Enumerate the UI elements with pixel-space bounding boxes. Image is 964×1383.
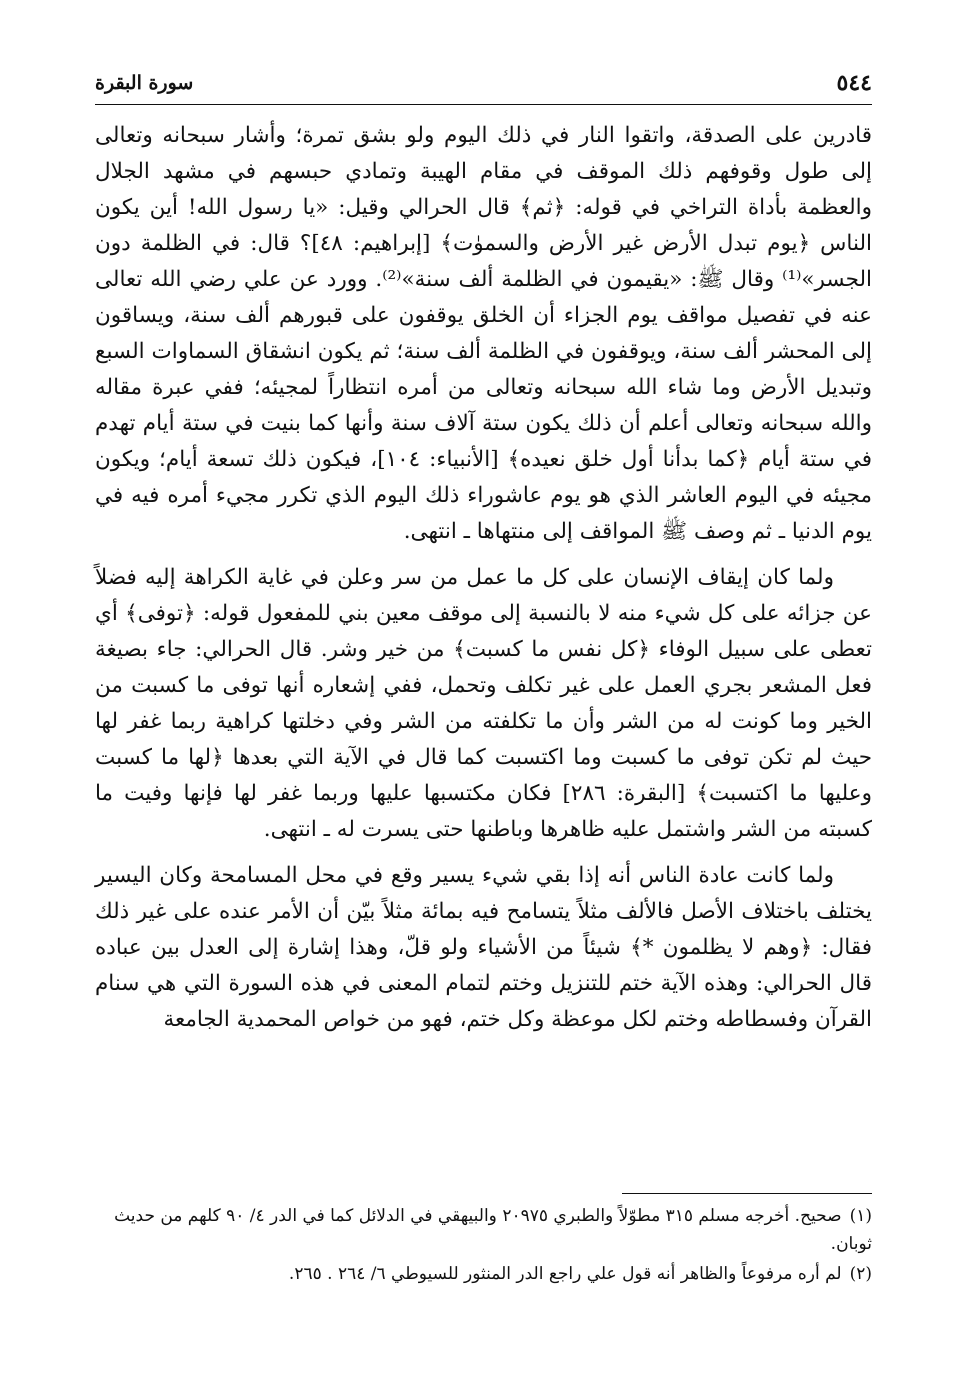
footnote-text: صحيح. أخرجه مسلم ٣١٥ مطوّلاً والطبري ٢٠٩٧٥ والبيهقي في الدلائل كما في الدر ٤/ ٩٠ كلهم من حديث ثوبان.	[114, 1206, 872, 1254]
page-header	[95, 68, 872, 100]
footnote-marker: (١)	[849, 1206, 872, 1226]
footnote-text: لم أره مرفوعاً والظاهر أنه قول علي راجع الدر المنثور للسيوطي ٦/ ٢٦٤ . ٢٦٥.	[288, 1264, 842, 1284]
paragraph-2: ولما كان إيقاف الإنسان على كل ما عمل من سر وعلن في غاية الكراهة إليه فضلاً عن جزائه على كل شيء منه لا بالنسبة إلى موقف معين بني للمفعول قوله: ﴿توفى﴾ أي تعطى على سبيل الوفاء ﴿كل نفس ما كسبت﴾ من خير وشر. قال الحرالي: جاء بصيغة فعل المشعر بجري العمل على غير تكلف وتحمل، ففي إشعاره أنها توفى ما كسبت من الخير وما كونت له من الشر وأن ما تكلفته من الشر وفي دخلتها كراهية ربما غفر لها حيث لم تكن توفى ما كسبت وما اكتسبت كما قال في الآية التي بعدها ﴿لها ما كسبت وعليها ما اكتسبت﴾ [البقرة: ٢٨٦] فكان مكتسبها عليها وربما غفر لها فإنها وفيت ما كسبته من الشر واشتمل عليه ظاهرها وباطنها حتى يسرت له ـ انتهى.	[95, 565, 872, 842]
footnote-marker: (٢)	[849, 1264, 872, 1284]
paragraph-1: قادرين على الصدقة، واتقوا النار في ذلك اليوم ولو بشق تمرة؛ وأشار سبحانه وتعالى إلى طول وقوفهم ذلك الموقف في مقام الهيبة وتمادي حبسهم في مشهد الجلال والعظمة بأداة التراخي في قوله: ﴿ثم﴾ قال الحرالي وقيل: «يا رسول الله! أين يكون الناس ﴿يوم تبدل الأرض غير الأرض والسموٰت﴾ [إبراهيم: ٤٨]؟ قال: في الظلمة دون الجسر»⁽¹⁾ وقال ﷺ: «يقيمون في الظلمة ألف سنة»⁽²⁾. وورد عن علي رضي الله تعالى عنه في تفصيل مواقف يوم الجزاء أن الخلق يوقفون على قبورهم ألف سنة، ويساقون إلى المحشر ألف سنة، ويوقفون في الظلمة ألف سنة؛ ثم يكون انشقاق السماوات السبع وتبديل الأرض وما شاء الله سبحانه وتعالى من أمره انتظاراً لمجيئه؛ ففي عبرة مقاله والله سبحانه وتعالى أعلم أن ذلك يكون ستة آلاف سنة وأنها كما بنيت في ستة أيام تهدم في ستة أيام ﴿كما بدأنا أول خلق نعيده﴾ [الأنبياء: ١٠٤]، فيكون ذلك تسعة أيام؛ ويكون مجيئه في اليوم العاشر الذي هو يوم عاشوراء ذلك اليوم الذي تكرر مجيء أمره فيه في يوم الدنيا ـ ثم وصف ﷺ المواقف إلى منتهاها ـ انتهى.	[95, 123, 872, 544]
running-title: سورة البقرة	[95, 72, 194, 94]
footnote-2	[95, 1260, 872, 1288]
paragraph-3: ولما كانت عادة الناس أنه إذا بقي شيء يسير وقع في محل المسامحة وكان اليسير يختلف باختلاف الأصل فالألف مثلاً يتسامح فيه بمائة مثلاً بيّن أن الأمر عنده على غير ذلك فقال: ﴿وهم لا يظلمون *﴾ شيئاً من الأشياء ولو قلّ، وهذا إشارة إلى العدل بين عباده قال الحرالي: وهذه الآية ختم للتنزيل وختم لتمام المعنى في هذه السورة التي هي سنام القرآن وفسطاطه وختم لكل موعظة وكل ختم، فهو من خواص المحمدية الجامعة	[95, 863, 872, 1032]
footnote-1	[95, 1202, 872, 1258]
header-rule	[95, 104, 872, 105]
footnotes	[95, 1202, 872, 1290]
body-text	[95, 118, 872, 1048]
page-number: ٥٤٤	[836, 70, 872, 96]
footnote-rule	[622, 1193, 872, 1194]
